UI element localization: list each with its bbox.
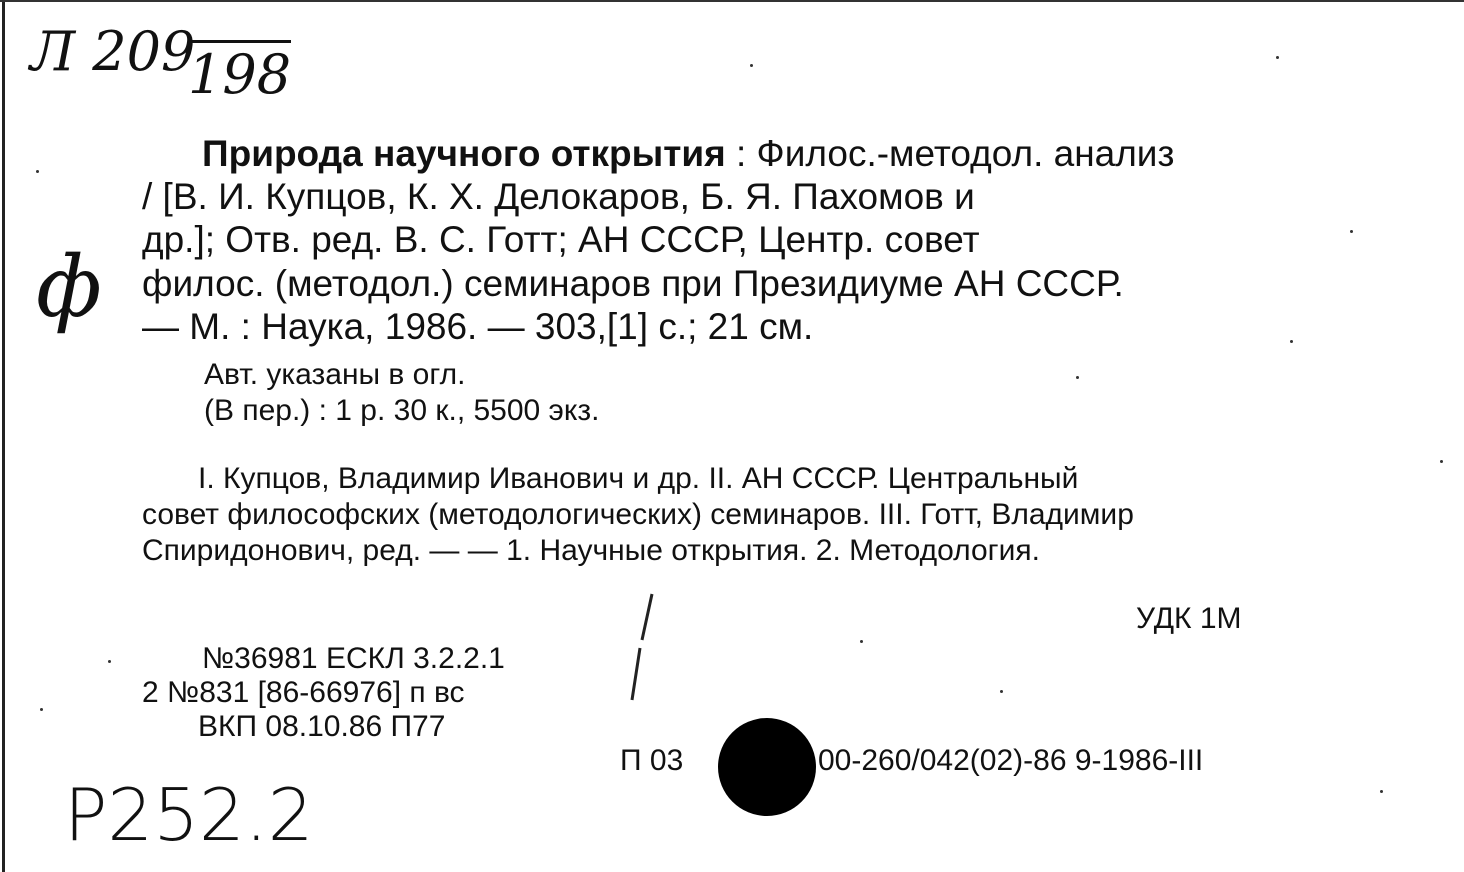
card-top-edge [0, 0, 1464, 2]
punch-hole [718, 718, 816, 816]
entry-line-2: / [В. И. Купцов, К. Х. Делокаров, Б. Я. Пахомов и [142, 176, 975, 217]
speckle [1276, 56, 1279, 59]
entry-line-4: филос. (методол.) семинаров при Президиуме АН СССР. [142, 263, 1124, 304]
index-code-suffix: 00-260/042(02)-86 9-1986-III [818, 744, 1204, 777]
card-left-edge [2, 0, 5, 872]
pencil-stroke-mark [620, 590, 660, 710]
authors-note: Авт. указаны в огл. [204, 358, 466, 391]
speckle [36, 170, 39, 173]
tracing-line-1: I. Купцов, Владимир Иванович и др. II. АН СССР. Центральный [198, 462, 1079, 495]
handwritten-call-number [30, 22, 195, 82]
call-number-main: Л 209 [30, 20, 196, 83]
registration-line-1: №36981 ЕСКЛ 3.2.2.1 [202, 642, 505, 675]
tracing-line-2: совет философских (методологических) семинаров. III. Готт, Владимир [142, 498, 1134, 531]
speckle [860, 640, 863, 643]
speckle [1380, 790, 1383, 793]
entry-title: Природа научного открытия [202, 133, 726, 174]
index-code-prefix: П 03 [620, 744, 684, 777]
handwritten-call-number-sub: 198 [188, 40, 291, 105]
speckle [1000, 690, 1003, 693]
price-note: (В пер.) : 1 р. 30 к., 5500 экз. [204, 394, 600, 427]
entry-line-3: др.]; Отв. ред. В. С. Готт; АН СССР, Центр. совет [142, 219, 980, 260]
speckle [108, 660, 111, 663]
tracing-line-3: Спиридонович, ред. — — 1. Научные открытия. 2. Методология. [142, 534, 1040, 567]
entry-line-5: — М. : Наука, 1986. — 303,[1] с.; 21 см. [142, 306, 814, 347]
entry-line-1: Природа научного открытия : Филос.-методол. анализ [202, 133, 1175, 174]
speckle [1076, 376, 1079, 379]
speckle [1290, 340, 1293, 343]
udc-code: УДК 1М [1136, 602, 1242, 635]
speckle [750, 64, 753, 67]
registration-line-2: 2 №831 [86-66976] п вс [142, 676, 465, 709]
speckle [1440, 460, 1443, 463]
handwritten-shelf-mark: Р252.2 [64, 773, 314, 857]
registration-line-3: ВКП 08.10.86 П77 [198, 710, 446, 743]
handwritten-phi-mark: ф [36, 238, 102, 336]
speckle [40, 708, 43, 711]
speckle [1350, 230, 1353, 233]
